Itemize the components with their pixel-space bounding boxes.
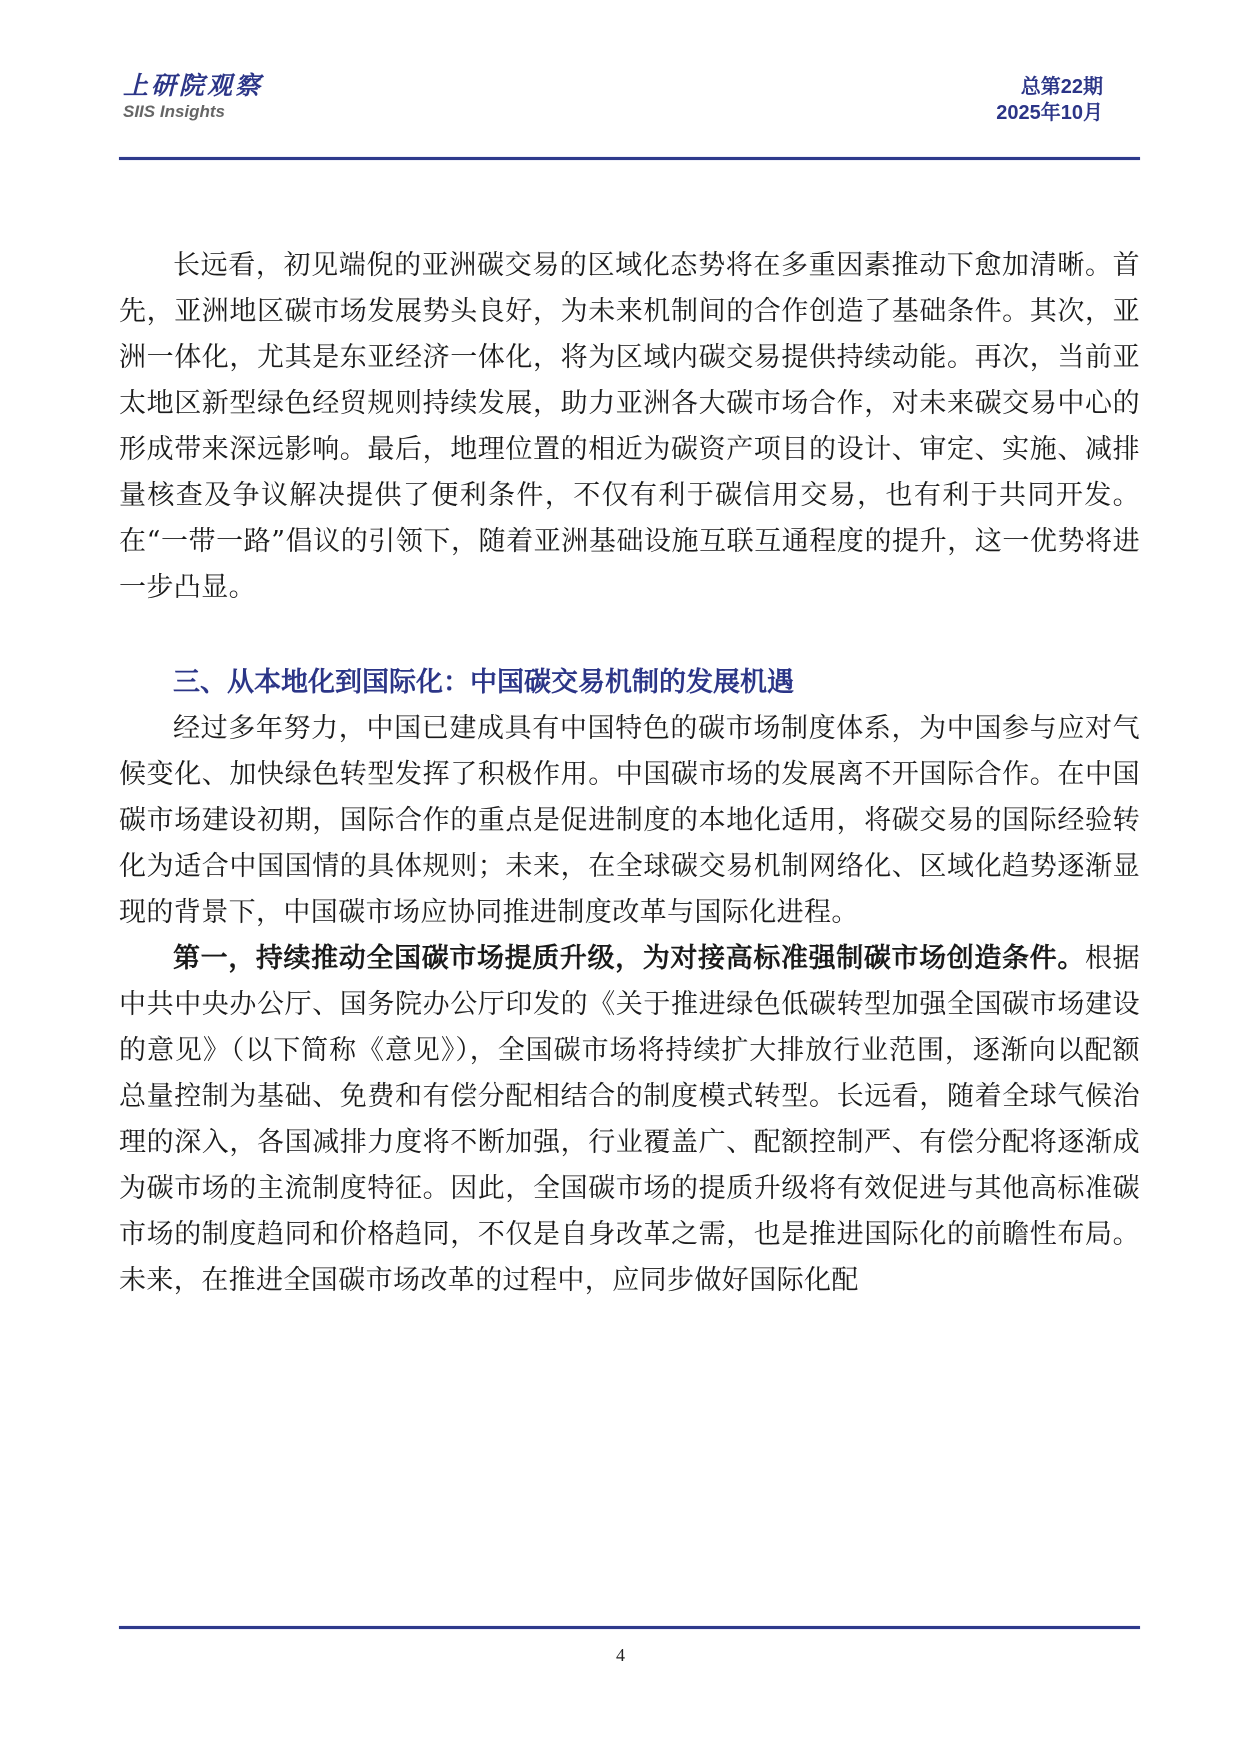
section-spacer	[119, 611, 1140, 660]
paragraph-lead-bold: 第一，持续推动全国碳市场提质升级，为对接高标准强制碳市场创造条件。	[173, 943, 1085, 974]
section-heading: 三、从本地化到国际化：中国碳交易机制的发展机遇	[173, 667, 794, 698]
brand-title-en: SIIS Insights	[123, 102, 226, 121]
brand-title-cn: 上研院观察	[123, 71, 264, 100]
publication-brand	[123, 72, 263, 122]
issue-info	[996, 74, 1103, 126]
page-number: 4	[616, 1645, 625, 1665]
header-divider	[119, 157, 1140, 160]
body-paragraph: 经过多年努力，中国已建成具有中国特色的碳市场制度体系，为中国参与应对气候变化、加快绿色转型发挥了积极作用。中国碳市场的发展离不开国际合作。在中国碳市场建设初期，国际合作的重点是促进制度的本地化适用，将碳交易的国际经验转化为适合中国国情的具体规则；未来，在全球碳交易机制网络化、区域化趋势逐渐显现的背景下，中国碳市场应协同推进制度改革与国际化进程。	[119, 713, 1140, 928]
article-body	[119, 243, 1140, 1304]
issue-date: 2025年10月	[996, 102, 1103, 124]
footer-divider	[119, 1626, 1140, 1629]
issue-number: 总第22期	[1020, 76, 1103, 98]
body-paragraph: 长远看，初见端倪的亚洲碳交易的区域化态势将在多重因素推动下愈加清晰。首先，亚洲地区碳市场发展势头良好，为未来机制间的合作创造了基础条件。其次，亚洲一体化，尤其是东亚经济一体化，将为区域内碳交易提供持续动能。再次，当前亚太地区新型绿色经贸规则持续发展，助力亚洲各大碳市场合作，对未来碳交易中心的形成带来深远影响。最后，地理位置的相近为碳资产项目的设计、审定、实施、减排量核查及争议解决提供了便利条件，不仅有利于碳信用交易，也有利于共同开发。在“一带一路”倡议的引领下，随着亚洲基础设施互联互通程度的提升，这一优势将进一步凸显。	[119, 250, 1140, 603]
paragraph-text: 根据中共中央办公厅、国务院办公厅印发的《关于推进绿色低碳转型加强全国碳市场建设的意见》（以下简称《意见》），全国碳市场将持续扩大排放行业范围，逐渐向以配额总量控制为基础、免费和有偿分配相结合的制度模式转型。长远看，随着全球气候治理的深入，各国减排力度将不断加强，行业覆盖广、配额控制严、有偿分配将逐渐成为碳市场的主流制度特征。因此，全国碳市场的提质升级将有效促进与其他高标准碳市场的制度趋同和价格趋同，不仅是自身改革之需，也是推进国际化的前瞻性布局。未来，在推进全国碳市场改革的过程中，应同步做好国际化配	[119, 943, 1140, 1296]
body-paragraph	[119, 936, 1140, 1304]
